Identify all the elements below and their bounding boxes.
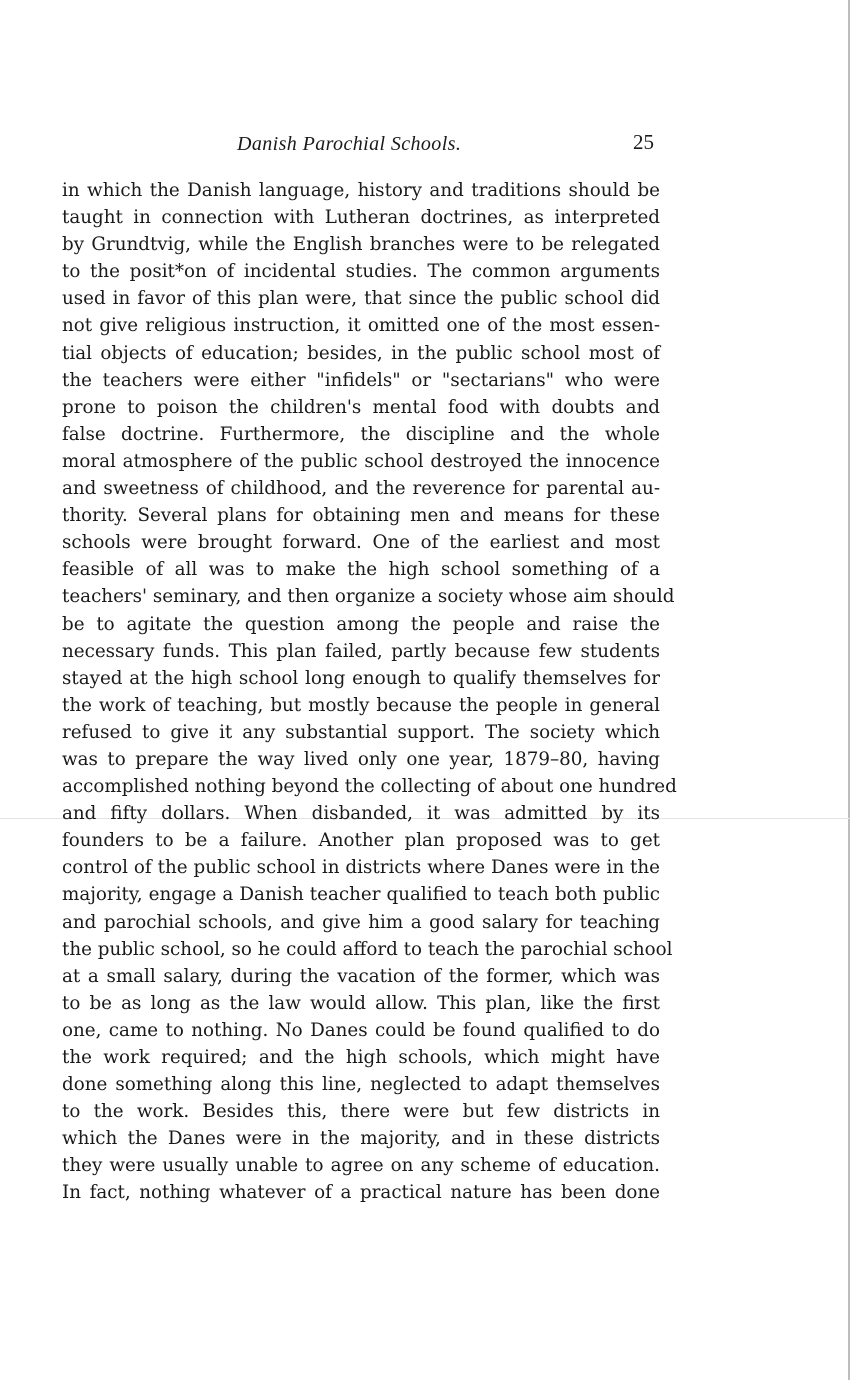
text-line: and fifty dollars. When disbanded, it was admitted by its xyxy=(62,803,660,825)
text-line: by Grundtvig, while the English branches were to be relegated xyxy=(62,234,660,256)
text-line: be to agitate the question among the people and raise the xyxy=(62,613,660,635)
text-line: they were usually unable to agree on any scheme of education. xyxy=(62,1155,660,1177)
text-line: founders to be a failure. Another plan proposed was to get xyxy=(62,830,660,852)
text-line: refused to give it any substantial support. The society which xyxy=(62,721,660,743)
body-text xyxy=(62,177,677,1207)
text-line: necessary funds. This plan failed, partly because few students xyxy=(62,640,660,662)
text-line: the work required; and the high schools, which might have xyxy=(62,1047,660,1068)
text-line: stayed at the high school long enough to qualify themselves for xyxy=(62,667,660,689)
text-line: majority, engage a Danish teacher qualified to teach both public xyxy=(62,884,660,906)
text-line: the work of teaching, but mostly because the people in general xyxy=(62,694,660,716)
text-line: used in favor of this plan were, that since the public school did xyxy=(62,288,660,310)
text-line: teachers' seminary, and then organize a society whose aim should xyxy=(62,586,675,608)
text-line: in which the Danish language, history and traditions should be xyxy=(62,180,660,201)
text-line: control of the public school in districts where Danes were in the xyxy=(62,857,660,879)
text-line: thority. Several plans for obtaining men and means for these xyxy=(62,505,660,527)
text-line: prone to poison the children's mental food with doubts and xyxy=(62,396,660,418)
text-line: taught in connection with Lutheran doctrines, as interpreted xyxy=(62,207,660,229)
text-line: moral atmosphere of the public school destroyed the innocence xyxy=(62,450,660,472)
text-line: In fact, nothing whatever of a practical nature has been done xyxy=(62,1182,660,1204)
page-number: 25 xyxy=(633,130,654,154)
text-line: done something along this line, neglected to adapt themselves xyxy=(62,1074,660,1096)
text-line: at a small salary, during the vacation of the former, which was xyxy=(62,965,660,987)
text-line: the teachers were either "infidels" or "sectarians" who were xyxy=(62,369,660,391)
text-line: false doctrine. Furthermore, the discipline and the whole xyxy=(62,423,660,445)
page-header xyxy=(0,130,850,160)
text-line: to the work. Besides this, there were but few districts in xyxy=(62,1101,660,1123)
text-line: was to prepare the way lived only one year, 1879–80, having xyxy=(62,748,660,770)
text-line: feasible of all was to make the high school something of a xyxy=(62,559,660,581)
running-title: Danish Parochial Schools. xyxy=(237,133,462,155)
text-line: not give religious instruction, it omitted one of the most essen- xyxy=(62,315,660,337)
text-line: accomplished nothing beyond the collecting of about one hundred xyxy=(62,776,677,798)
text-line: tial objects of education; besides, in the public school most of xyxy=(62,342,660,364)
text-line: to the posit*on of incidental studies. The common arguments xyxy=(62,261,660,283)
text-line: to be as long as the law would allow. This plan, like the first xyxy=(62,992,660,1014)
text-line: and parochial schools, and give him a good salary for teaching xyxy=(62,911,660,933)
text-line: and sweetness of childhood, and the reverence for parental au- xyxy=(62,478,660,500)
text-line: one, came to nothing. No Danes could be found qualified to do xyxy=(62,1019,660,1041)
text-line: the public school, so he could afford to teach the parochial school xyxy=(62,938,673,960)
text-line: schools were brought forward. One of the earliest and most xyxy=(62,532,660,554)
text-line: which the Danes were in the majority, and in these districts xyxy=(62,1128,660,1150)
